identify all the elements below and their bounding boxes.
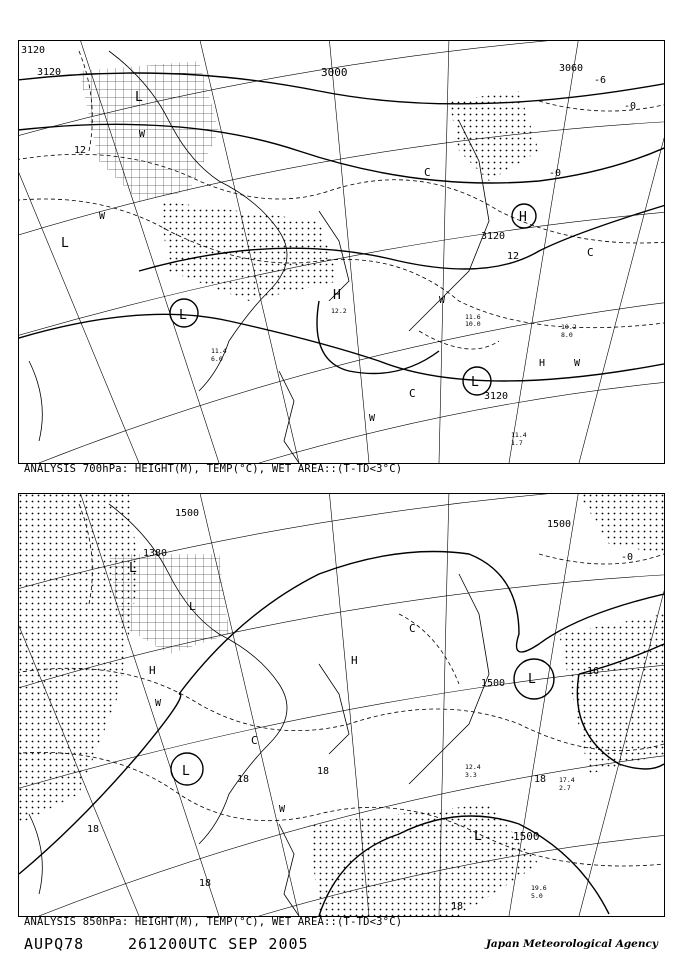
- contour-label: 3120: [484, 391, 509, 402]
- contour-label: 1500: [547, 519, 572, 530]
- contour-label: 1380: [143, 548, 168, 559]
- station-value: 10.0: [465, 320, 481, 328]
- station-value: 12.4: [465, 763, 481, 771]
- station-value: 2.7: [559, 784, 571, 792]
- warm-symbol: W: [574, 358, 581, 369]
- map-850hpa-canvas: [19, 494, 664, 916]
- contour-label: 3060: [559, 63, 584, 74]
- station-value: 11.6: [465, 313, 481, 321]
- station-value: 11.4: [511, 431, 527, 439]
- cold-symbol: C: [409, 387, 416, 400]
- contour-label: 18: [87, 824, 100, 835]
- contour-label: -0: [621, 552, 634, 563]
- station-value: 8.0: [561, 331, 573, 339]
- low-symbol: L: [189, 600, 196, 613]
- contour-label: 3000: [321, 66, 348, 79]
- low-symbol: L: [528, 672, 536, 687]
- low-symbol: L: [179, 308, 187, 323]
- map-700hpa-canvas: [19, 41, 664, 463]
- contour-label: 18: [534, 774, 547, 785]
- wet-area-700-a: [79, 61, 219, 201]
- contour-label: -0: [549, 168, 562, 179]
- contour-label: 1500: [175, 508, 200, 519]
- caption-700hpa: ANALYSIS 700hPa: HEIGHT(M), TEMP(°C), WET AREA::(T-TD<3°C): [24, 463, 403, 475]
- cold-symbol: C: [424, 166, 431, 179]
- contour-label: 18: [199, 878, 212, 889]
- low-symbol: L: [129, 561, 137, 576]
- high-symbol: H: [333, 288, 341, 303]
- cold-symbol: C: [409, 622, 416, 635]
- system-symbols-850: [129, 561, 536, 844]
- warm-symbol: W: [369, 413, 376, 424]
- contour-label: 16: [587, 666, 600, 677]
- contour-label: 1500: [513, 830, 540, 843]
- high-symbol: H: [519, 210, 527, 225]
- contour-label: 3120: [21, 45, 46, 56]
- low-symbol: L: [182, 764, 190, 779]
- station-value: 17.4: [559, 776, 575, 784]
- bulletin-code: AUPQ78: [24, 935, 85, 953]
- warm-symbol: W: [99, 211, 106, 222]
- cold-symbol: C: [251, 734, 258, 747]
- contour-label: 12: [507, 251, 520, 262]
- station-value: 3.3: [465, 771, 477, 779]
- station-values-700: [211, 307, 577, 447]
- warm-symbol: W: [155, 698, 162, 709]
- contour-label: 3120: [37, 67, 62, 78]
- contour-label: 18: [317, 766, 330, 777]
- contour-label: 18: [451, 901, 464, 912]
- high-symbol: H: [149, 664, 156, 677]
- wet-area-850-d: [559, 614, 664, 774]
- warm-symbol: W: [279, 804, 286, 815]
- contour-label: 3120: [481, 231, 506, 242]
- station-value: 12.2: [331, 307, 347, 315]
- contour-label: 18: [237, 774, 250, 785]
- station-value: 19.6: [531, 884, 547, 892]
- low-symbol: L: [474, 829, 482, 844]
- high-symbol: H: [351, 654, 358, 667]
- cold-symbol: C: [587, 246, 594, 259]
- high-symbol: H: [539, 358, 546, 369]
- low-symbol: L: [471, 375, 479, 390]
- low-symbol: L: [61, 236, 69, 251]
- station-value: 5.0: [531, 892, 543, 900]
- wet-area-850-e: [579, 494, 664, 554]
- warm-symbol: W: [139, 129, 146, 140]
- contour-label: -6: [594, 75, 607, 86]
- station-value: 1.7: [511, 439, 523, 447]
- station-value: 6.0: [211, 355, 223, 363]
- station-value: 10.2: [561, 323, 577, 331]
- map-panel-850hpa: [18, 493, 665, 917]
- contour-label: 1500: [481, 678, 506, 689]
- map-panel-700hpa: [18, 40, 665, 464]
- wet-area-700-b: [159, 201, 339, 301]
- wet-area-850-c: [309, 804, 539, 916]
- agency-name: Japan Meteorological Agency: [485, 938, 658, 950]
- warm-symbol: W: [439, 295, 446, 306]
- station-value: 11.4: [211, 347, 227, 355]
- contour-label: 12: [74, 145, 87, 156]
- analysis-time: 261200UTC SEP 2005: [128, 935, 309, 953]
- contour-label: -0: [624, 101, 637, 112]
- caption-850hpa: ANALYSIS 850hPa: HEIGHT(M), TEMP(°C), WET AREA::(T-TD<3°C): [24, 916, 403, 928]
- low-symbol: L: [135, 90, 143, 105]
